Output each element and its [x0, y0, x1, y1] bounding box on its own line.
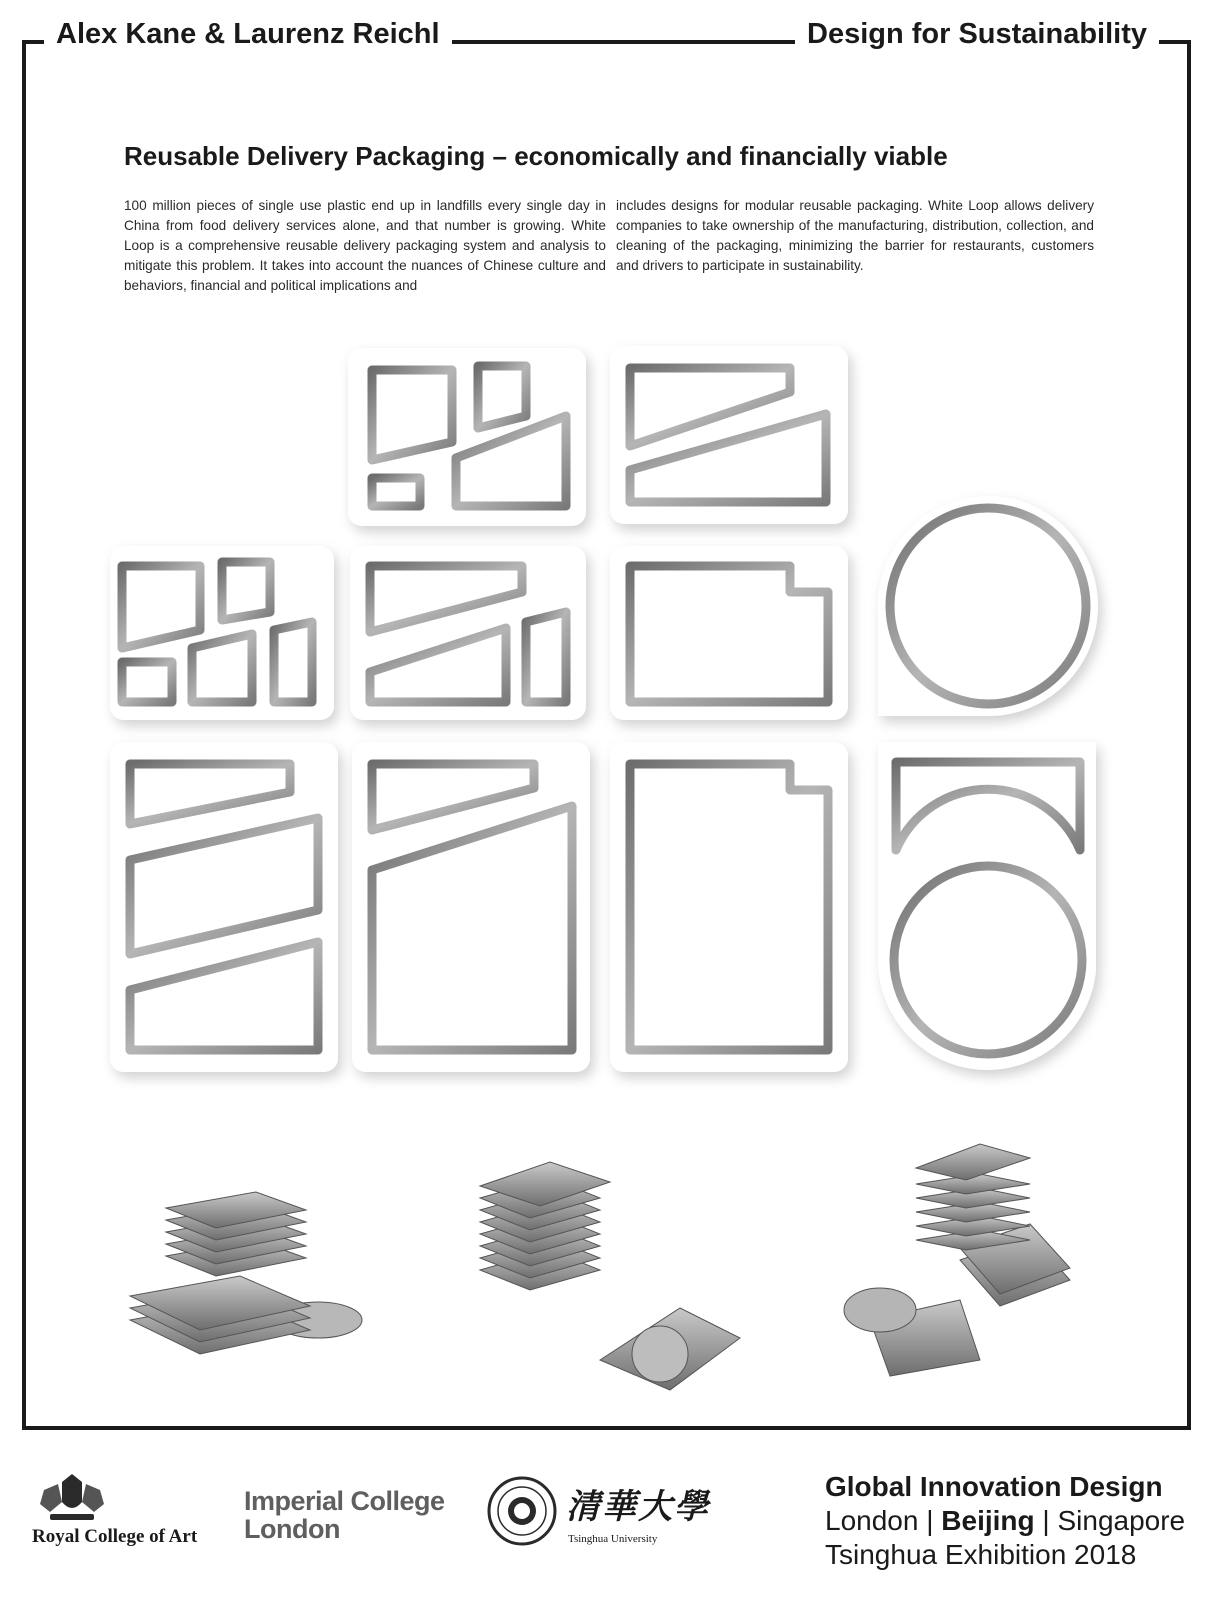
tsinghua-chinese-name: 清華大學	[566, 1487, 710, 1527]
tray-5-compartment	[348, 348, 586, 526]
tray-3-compartment-tall	[110, 742, 338, 1072]
gid-cities	[825, 1504, 1185, 1538]
gid-separator: |	[1034, 1505, 1058, 1536]
article-title: Reusable Delivery Packaging – economically and financially viable	[124, 141, 948, 171]
gid-block	[825, 1470, 1185, 1572]
rca-logo	[32, 1472, 212, 1548]
stack-right	[844, 1144, 1070, 1376]
imperial-logo	[244, 1487, 445, 1543]
tray-3-compartment	[350, 546, 586, 720]
gid-title: Global Innovation Design	[825, 1471, 1163, 1502]
imperial-line-2: London	[244, 1514, 340, 1544]
tsinghua-seal-icon	[486, 1475, 558, 1547]
tray-round-small	[878, 496, 1098, 716]
tray-combo-round	[878, 742, 1096, 1070]
gid-separator: |	[918, 1505, 942, 1536]
authors-heading: Alex Kane & Laurenz Reichl	[44, 14, 452, 54]
rca-name: Royal College of Art	[32, 1526, 198, 1547]
course-heading: Design for Sustainability	[795, 14, 1159, 54]
body-text-column-1: 100 million pieces of single use plastic end up in landfills every single day in China from food delivery services alone, and that number is growing. White Loop is a comprehensive reusable delivery packaging system and analysis to mitigate this problem. It takes into account the nuances of Chinese culture and behaviors, financial and political implications and	[124, 198, 606, 293]
stack-left	[130, 1192, 362, 1354]
tsinghua-english-name: Tsinghua University	[568, 1533, 658, 1545]
rca-crest-icon	[32, 1472, 112, 1524]
imperial-line-1: Imperial College	[244, 1486, 445, 1516]
stack-middle	[480, 1162, 740, 1390]
body-text-column-2: includes designs for modular reusable packaging. White Loop allows delivery companies to take ownership of the manufacturing, distribution, collection, and cleaning of the packaging, minimizing the barrier for restaurants, customers and drivers to participate in sustainability.	[616, 198, 1094, 273]
tray-2-compartment-tall	[352, 742, 590, 1072]
tray-6-compartment	[110, 546, 334, 720]
tray-1-compartment-tall	[610, 742, 848, 1072]
tray-grid-illustration	[0, 330, 1209, 1110]
gid-city-london: London	[825, 1505, 919, 1536]
tsinghua-logo	[486, 1475, 710, 1555]
stacked-trays-illustration	[80, 1140, 1130, 1410]
gid-event: Tsinghua Exhibition 2018	[825, 1539, 1137, 1570]
gid-city-beijing: Beijing	[941, 1505, 1035, 1536]
tray-2-compartment-wide	[610, 346, 848, 524]
tray-1-compartment-notch	[610, 546, 848, 720]
gid-city-singapore: Singapore	[1057, 1505, 1186, 1536]
